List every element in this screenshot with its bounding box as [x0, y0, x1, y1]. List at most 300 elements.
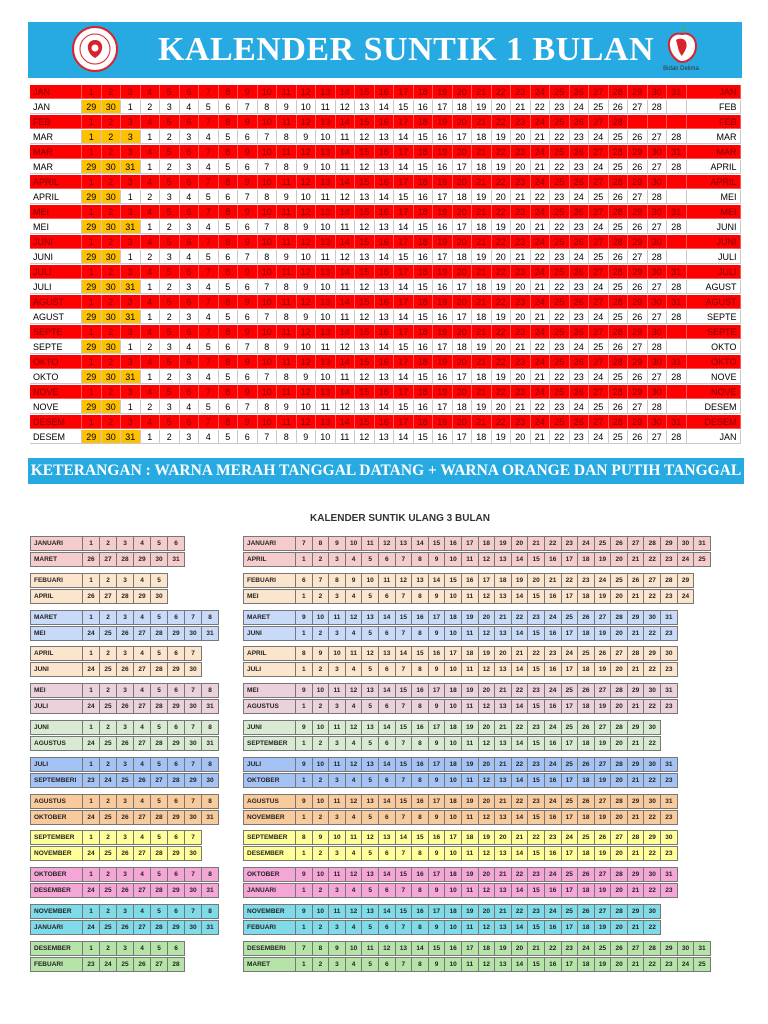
month-label: JULI — [30, 699, 83, 714]
return-next-month: OKTO — [687, 340, 741, 354]
come-month-label-right: MEI — [687, 205, 741, 219]
come-row — [30, 295, 741, 310]
come-day: 19 — [433, 415, 453, 429]
come-day: 4 — [141, 295, 161, 309]
day-cell: 26 — [82, 552, 100, 567]
come-day: 28 — [609, 325, 629, 339]
month-label: MEI — [30, 683, 83, 698]
return-month-label: OKTO — [30, 370, 82, 384]
day-cell: 25 — [99, 626, 117, 641]
day-cell: 5 — [150, 720, 168, 735]
day-cell: 11 — [328, 683, 346, 698]
return-day: 12 — [336, 340, 356, 354]
day-cell: 31 — [201, 736, 219, 751]
come-day: 17 — [394, 85, 414, 99]
quarterly-row — [30, 720, 218, 735]
day-cell: 10 — [312, 683, 330, 698]
day-cell: 14 — [511, 589, 529, 604]
day-cell: 4 — [345, 846, 363, 861]
come-day: 8 — [219, 175, 239, 189]
day-cell: 5 — [361, 920, 379, 935]
day-cell: 11 — [461, 699, 479, 714]
return-day: 26 — [628, 280, 648, 294]
day-cell: 4 — [345, 920, 363, 935]
day-cell: 3 — [116, 573, 134, 588]
quarterly-title: KALENDER SUNTIK ULANG 3 BULAN — [310, 513, 490, 524]
day-cell: 19 — [594, 736, 612, 751]
come-day: 21 — [472, 355, 492, 369]
return-day: 18 — [472, 130, 492, 144]
day-cell: 8 — [411, 846, 429, 861]
day-cell: 9 — [428, 773, 446, 788]
day-cell: 12 — [478, 810, 496, 825]
come-day: 3 — [121, 205, 141, 219]
return-row — [30, 100, 741, 115]
return-day: 7 — [238, 400, 258, 414]
day-cell: 18 — [577, 626, 595, 641]
return-next-month: DESEM — [687, 400, 741, 414]
day-cell: 20 — [511, 536, 529, 551]
come-day: 1 — [82, 235, 102, 249]
day-cell: 14 — [395, 830, 413, 845]
day-cell: 12 — [345, 904, 363, 919]
come-day: 6 — [180, 175, 200, 189]
return-day: 5 — [199, 190, 219, 204]
day-cell: 19 — [594, 957, 612, 972]
quarterly-row — [243, 699, 677, 714]
day-cell: 23 — [561, 941, 579, 956]
return-row — [30, 160, 741, 175]
return-day: 23 — [550, 400, 570, 414]
come-day: 10 — [258, 295, 278, 309]
day-cell: 14 — [378, 610, 396, 625]
day-cell: 28 — [610, 904, 628, 919]
day-cell: 1 — [82, 683, 100, 698]
return-day: 4 — [199, 430, 219, 444]
day-cell: 17 — [444, 646, 462, 661]
day-cell: 29 — [660, 941, 678, 956]
day-cell: 22 — [561, 573, 579, 588]
return-day: 24 — [589, 310, 609, 324]
come-day: 27 — [589, 385, 609, 399]
day-cell: 20 — [610, 957, 628, 972]
day-cell: 22 — [511, 720, 529, 735]
come-day: 2 — [102, 265, 122, 279]
day-cell: 9 — [295, 867, 313, 882]
come-day: 20 — [453, 415, 473, 429]
month-label: DESEMBER — [243, 846, 296, 861]
come-month-label-right: FEB — [687, 115, 741, 129]
come-day: 20 — [453, 115, 473, 129]
day-cell: 28 — [167, 773, 185, 788]
day-cell: 28 — [150, 662, 168, 677]
day-cell: 13 — [378, 646, 396, 661]
return-day: 30 — [102, 280, 122, 294]
return-day: 23 — [570, 130, 590, 144]
come-day: 28 — [609, 265, 629, 279]
day-cell: 1 — [82, 830, 100, 845]
day-cell: 11 — [461, 589, 479, 604]
day-cell: 18 — [577, 883, 595, 898]
day-cell: 9 — [428, 957, 446, 972]
return-day: 1 — [82, 130, 102, 144]
month-label: APRIL — [30, 646, 83, 661]
day-cell: 12 — [378, 941, 396, 956]
day-cell: 23 — [527, 867, 545, 882]
come-day: 30 — [648, 295, 668, 309]
return-day: 3 — [160, 250, 180, 264]
come-day: 12 — [297, 145, 317, 159]
come-month-label-right: NOVE — [687, 385, 741, 399]
day-cell: 24 — [577, 536, 595, 551]
day-cell: 2 — [99, 610, 117, 625]
return-day: 12 — [355, 130, 375, 144]
come-day: 19 — [433, 235, 453, 249]
day-cell: 19 — [461, 757, 479, 772]
return-day: 22 — [550, 310, 570, 324]
day-cell: 14 — [511, 736, 529, 751]
come-day: 18 — [414, 355, 434, 369]
come-day: 12 — [297, 355, 317, 369]
return-month-label: JAN — [30, 100, 82, 114]
day-cell: 2 — [312, 883, 330, 898]
quarterly-row — [243, 662, 677, 677]
day-cell: 9 — [328, 536, 346, 551]
day-cell: 19 — [594, 773, 612, 788]
day-cell: 7 — [295, 536, 313, 551]
return-day: 18 — [453, 400, 473, 414]
return-day: 25 — [609, 430, 629, 444]
return-day: 22 — [550, 370, 570, 384]
return-day: 17 — [433, 400, 453, 414]
return-day: 19 — [492, 130, 512, 144]
day-cell: 8 — [411, 552, 429, 567]
return-day: 26 — [628, 220, 648, 234]
return-month-label: APRIL — [30, 190, 82, 204]
day-cell: 8 — [312, 536, 330, 551]
day-cell: 23 — [527, 683, 545, 698]
return-day: 11 — [316, 340, 336, 354]
month-label: AGUSTUS — [243, 699, 296, 714]
month-label: MARET — [243, 610, 296, 625]
day-cell: 24 — [544, 867, 562, 882]
come-day: 21 — [472, 175, 492, 189]
return-day: 20 — [511, 370, 531, 384]
come-day: 20 — [453, 175, 473, 189]
day-cell: 22 — [643, 920, 661, 935]
day-cell: 7 — [295, 941, 313, 956]
day-cell: 12 — [378, 536, 396, 551]
come-day: 23 — [511, 295, 531, 309]
come-day: 23 — [511, 145, 531, 159]
come-day: 13 — [316, 415, 336, 429]
day-cell: 5 — [150, 904, 168, 919]
come-day: 13 — [316, 325, 336, 339]
day-cell: 20 — [610, 883, 628, 898]
day-cell: 4 — [133, 867, 151, 882]
day-cell: 28 — [610, 867, 628, 882]
day-cell: 5 — [361, 846, 379, 861]
come-day: 4 — [141, 85, 161, 99]
day-cell: 18 — [577, 920, 595, 935]
day-cell: 5 — [361, 552, 379, 567]
day-cell: 17 — [561, 626, 579, 641]
return-day: 21 — [511, 100, 531, 114]
come-day: 16 — [375, 115, 395, 129]
return-day: 21 — [531, 430, 551, 444]
day-cell: 18 — [444, 757, 462, 772]
return-day: 19 — [492, 310, 512, 324]
day-cell: 1 — [82, 941, 100, 956]
day-cell: 14 — [395, 646, 413, 661]
come-day: 28 — [609, 355, 629, 369]
day-cell: 29 — [627, 904, 645, 919]
day-cell: 25 — [577, 646, 595, 661]
return-day: 12 — [355, 220, 375, 234]
day-cell: 28 — [610, 610, 628, 625]
come-day: 4 — [141, 355, 161, 369]
return-day: 14 — [375, 190, 395, 204]
day-cell: 4 — [345, 736, 363, 751]
day-cell: 17 — [561, 736, 579, 751]
return-day: 29 — [82, 280, 102, 294]
return-day: 26 — [609, 340, 629, 354]
return-day: 5 — [219, 310, 239, 324]
day-cell: 31 — [201, 699, 219, 714]
come-day: 13 — [316, 85, 336, 99]
day-cell: 3 — [116, 536, 134, 551]
day-cell: 23 — [577, 573, 595, 588]
return-day: 9 — [277, 340, 297, 354]
day-cell: 1 — [82, 904, 100, 919]
day-cell: 29 — [167, 920, 185, 935]
come-day: 7 — [199, 205, 219, 219]
day-cell: 2 — [312, 736, 330, 751]
day-cell: 26 — [577, 867, 595, 882]
come-day: 15 — [355, 235, 375, 249]
day-cell: 1 — [82, 867, 100, 882]
day-cell: 12 — [345, 610, 363, 625]
day-cell: 7 — [395, 699, 413, 714]
come-day: 24 — [531, 175, 551, 189]
day-cell: 29 — [643, 646, 661, 661]
quarterly-block — [30, 573, 167, 605]
day-cell: 10 — [444, 699, 462, 714]
day-cell: 20 — [511, 941, 529, 956]
day-cell: 18 — [577, 589, 595, 604]
day-cell: 12 — [345, 720, 363, 735]
day-cell: 24 — [677, 552, 695, 567]
day-cell: 19 — [478, 646, 496, 661]
day-cell: 17 — [561, 589, 579, 604]
quarterly-block — [30, 757, 218, 789]
come-day: 18 — [414, 295, 434, 309]
return-day: 30 — [102, 190, 122, 204]
return-day: 9 — [297, 370, 317, 384]
come-day: 19 — [433, 205, 453, 219]
day-cell: 15 — [428, 941, 446, 956]
day-cell: 8 — [411, 699, 429, 714]
come-day: 18 — [414, 115, 434, 129]
return-day: 27 — [648, 280, 668, 294]
day-cell: 25 — [116, 957, 134, 972]
day-cell: 10 — [444, 552, 462, 567]
day-cell: 21 — [494, 867, 512, 882]
come-day: 29 — [628, 175, 648, 189]
day-cell: 20 — [610, 699, 628, 714]
quarterly-row — [30, 552, 184, 567]
come-day: 6 — [180, 145, 200, 159]
return-day: 18 — [472, 220, 492, 234]
day-cell: 28 — [116, 589, 134, 604]
day-cell: 1 — [82, 757, 100, 772]
day-cell: 11 — [328, 867, 346, 882]
day-cell: 13 — [494, 699, 512, 714]
come-day: 19 — [433, 115, 453, 129]
day-cell: 24 — [99, 957, 117, 972]
return-row — [30, 340, 741, 355]
return-day: 26 — [628, 430, 648, 444]
quarterly-block — [243, 757, 677, 789]
day-cell: 19 — [494, 536, 512, 551]
come-day: 19 — [433, 355, 453, 369]
return-day: 31 — [121, 310, 141, 324]
return-day: 27 — [628, 190, 648, 204]
day-cell: 6 — [167, 941, 185, 956]
return-day: 4 — [199, 160, 219, 174]
month-label: SEPTEMBER — [243, 830, 296, 845]
return-day: 2 — [141, 190, 161, 204]
day-cell: 28 — [643, 536, 661, 551]
return-day: 13 — [375, 130, 395, 144]
return-day: 25 — [589, 250, 609, 264]
day-cell: 7 — [395, 773, 413, 788]
day-cell: 22 — [544, 536, 562, 551]
day-cell: 16 — [544, 626, 562, 641]
day-cell: 24 — [544, 720, 562, 735]
come-day: 16 — [375, 325, 395, 339]
quarterly-row — [243, 757, 677, 772]
day-cell: 1 — [82, 536, 100, 551]
return-day: 9 — [277, 100, 297, 114]
day-cell: 28 — [627, 646, 645, 661]
come-day: 5 — [160, 385, 180, 399]
day-cell: 23 — [660, 810, 678, 825]
month-label: JUNI — [30, 720, 83, 735]
day-cell: 13 — [494, 957, 512, 972]
return-day: 20 — [492, 100, 512, 114]
day-cell: 10 — [312, 904, 330, 919]
return-day: 23 — [570, 430, 590, 444]
come-day: 4 — [141, 385, 161, 399]
day-cell: 23 — [527, 610, 545, 625]
come-day: 16 — [375, 205, 395, 219]
come-day: 23 — [511, 415, 531, 429]
come-day: 31 — [667, 355, 687, 369]
title-banner — [28, 22, 742, 78]
come-day: 21 — [472, 205, 492, 219]
come-day: 16 — [375, 85, 395, 99]
day-cell: 29 — [660, 536, 678, 551]
return-day: 6 — [238, 430, 258, 444]
come-day: 5 — [160, 205, 180, 219]
come-day: 8 — [219, 355, 239, 369]
quarterly-row — [30, 736, 218, 751]
return-day: 29 — [82, 220, 102, 234]
day-cell: 30 — [184, 846, 202, 861]
day-cell: 10 — [444, 846, 462, 861]
day-cell: 27 — [643, 573, 661, 588]
return-day: 18 — [453, 340, 473, 354]
day-cell: 8 — [201, 683, 219, 698]
come-day: 1 — [82, 265, 102, 279]
return-day: 11 — [336, 370, 356, 384]
quarterly-block — [243, 573, 693, 605]
day-cell: 26 — [577, 683, 595, 698]
day-cell: 29 — [133, 552, 151, 567]
come-day: 9 — [238, 415, 258, 429]
come-day: 3 — [121, 385, 141, 399]
day-cell: 9 — [428, 883, 446, 898]
return-row — [30, 130, 741, 145]
return-day: 17 — [453, 370, 473, 384]
day-cell: 3 — [328, 810, 346, 825]
day-cell: 20 — [610, 626, 628, 641]
day-cell: 6 — [378, 699, 396, 714]
come-day: 13 — [316, 205, 336, 219]
return-next-month: APRIL — [687, 160, 741, 174]
return-day: 24 — [589, 430, 609, 444]
day-cell: 6 — [378, 662, 396, 677]
return-day: 8 — [277, 220, 297, 234]
day-cell: 15 — [395, 867, 413, 882]
day-cell: 30 — [660, 830, 678, 845]
return-day: 12 — [336, 250, 356, 264]
come-day: 5 — [160, 265, 180, 279]
day-cell: 28 — [150, 846, 168, 861]
day-cell: 13 — [494, 810, 512, 825]
day-cell: 16 — [544, 699, 562, 714]
day-cell: 12 — [478, 846, 496, 861]
come-day: 10 — [258, 145, 278, 159]
come-day: 29 — [628, 385, 648, 399]
day-cell: 7 — [395, 626, 413, 641]
return-day: 23 — [570, 370, 590, 384]
come-month-label: AGUST — [30, 295, 82, 309]
day-cell: 29 — [133, 589, 151, 604]
come-day: 3 — [121, 325, 141, 339]
day-cell: 4 — [345, 810, 363, 825]
return-day: 8 — [258, 190, 278, 204]
day-cell: 16 — [544, 589, 562, 604]
come-day: 19 — [433, 145, 453, 159]
come-day: 23 — [511, 205, 531, 219]
return-day: 27 — [648, 310, 668, 324]
return-day: 27 — [648, 430, 668, 444]
day-cell: 21 — [627, 846, 645, 861]
come-day: 26 — [570, 115, 590, 129]
come-day: 21 — [472, 145, 492, 159]
day-cell: 29 — [167, 736, 185, 751]
day-cell: 10 — [312, 610, 330, 625]
come-day: 20 — [453, 145, 473, 159]
quarterly-row — [243, 920, 660, 935]
come-day: 17 — [394, 115, 414, 129]
day-cell: 31 — [660, 794, 678, 809]
come-day: 16 — [375, 235, 395, 249]
come-day: 23 — [511, 175, 531, 189]
day-cell: 28 — [150, 920, 168, 935]
